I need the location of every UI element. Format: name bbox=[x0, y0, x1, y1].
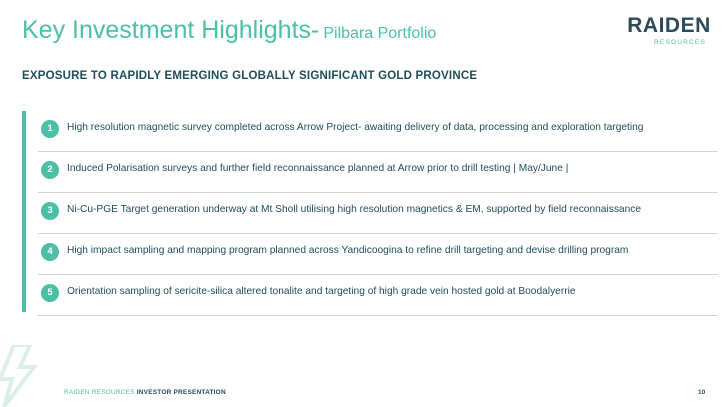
item-text: Induced Polarisation surveys and further field reconnaissance planned at Arrow prior to drill testing | May/June | bbox=[67, 163, 569, 174]
lightning-watermark-icon bbox=[0, 345, 50, 407]
list-item bbox=[38, 111, 718, 152]
accent-bar bbox=[22, 111, 26, 312]
logo-sub: RESOURCES bbox=[654, 39, 706, 46]
item-number-badge: 2 bbox=[41, 161, 59, 179]
page-title bbox=[22, 16, 436, 45]
footer bbox=[64, 389, 226, 396]
item-text: High impact sampling and mapping program planned across Yandicoogina to refine drill targeting and devise drilling program bbox=[67, 245, 629, 256]
section-subtitle: EXPOSURE TO RAPIDLY EMERGING GLOBALLY SIGNIFICANT GOLD PROVINCE bbox=[22, 70, 478, 82]
item-number-badge: 1 bbox=[41, 120, 59, 138]
title-sub: Pilbara Portfolio bbox=[323, 25, 437, 42]
list-item bbox=[38, 152, 718, 193]
footer-brand: RAIDEN RESOURCES bbox=[64, 389, 135, 396]
item-text: High resolution magnetic survey completed across Arrow Project- awaiting delivery of data, processing and exploration targeting bbox=[67, 122, 644, 133]
highlights-list bbox=[38, 111, 718, 316]
item-number-badge: 4 bbox=[41, 243, 59, 261]
footer-label: INVESTOR PRESENTATION bbox=[136, 389, 226, 396]
item-number-badge: 5 bbox=[41, 284, 59, 302]
title-main: Key Investment Highlights- bbox=[22, 16, 320, 44]
item-text: Ni-Cu-PGE Target generation underway at Mt Sholl utilising high resolution magnetics & EM, supported by field reconnaissance bbox=[67, 204, 642, 215]
list-item bbox=[38, 193, 718, 234]
item-text: Orientation sampling of sericite-silica altered tonalite and targeting of high grade vein hosted gold at Boodalyerrie bbox=[67, 286, 576, 297]
list-item bbox=[38, 275, 718, 316]
raiden-logo bbox=[624, 14, 714, 48]
page-number: 10 bbox=[698, 389, 706, 396]
logo-word: RAIDEN bbox=[627, 14, 711, 37]
list-item bbox=[38, 234, 718, 275]
item-number-badge: 3 bbox=[41, 202, 59, 220]
